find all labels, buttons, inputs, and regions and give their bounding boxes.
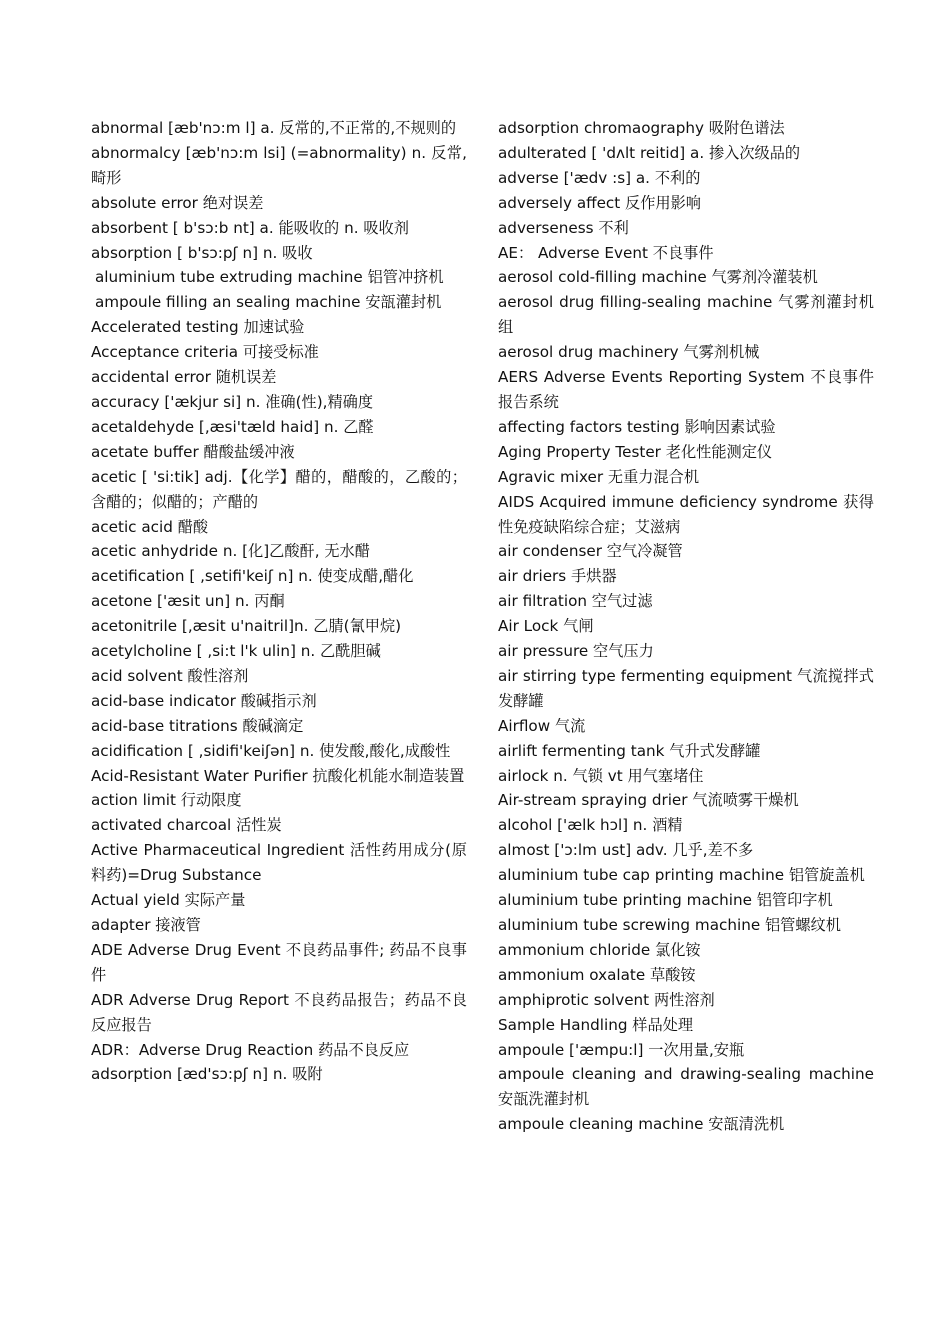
glossary-right-column [498, 116, 874, 1137]
glossary-entry: aerosol drug machinery 气雾剂机械 [498, 343, 760, 362]
glossary-entry: ADR：Adverse Drug Reaction 药品不良反应 [91, 1040, 410, 1059]
glossary-entry: Agravic mixer 无重力混合机 [498, 467, 700, 486]
glossary-entry: AIDS Acquired immune deficiency syndrome 获得性免疫缺陷综合症；艾滋病 [498, 492, 874, 536]
glossary-entry: Acceptance criteria 可接受标准 [91, 343, 319, 362]
glossary-entry: adsorption [æd'sɔ:pʃ n] n. 吸附 [91, 1065, 323, 1084]
glossary-entry: affecting factors testing 影响因素试验 [498, 417, 776, 436]
glossary-entry: ADR Adverse Drug Report 不良药品报告；药品不良反应报告 [91, 990, 467, 1034]
glossary-entry: ampoule ['æmpu:l] 一次用量,安瓶 [498, 1040, 745, 1059]
glossary-entry: adapter 接液管 [91, 916, 201, 934]
glossary-entry: aluminium tube printing machine 铝管印字机 [498, 891, 833, 910]
glossary-entry: AE： Adverse Event 不良事件 [498, 243, 714, 262]
glossary-entry: ADE Adverse Drug Event 不良药品事件; 药品不良事件 [91, 940, 467, 984]
glossary-entry: aerosol drug filling-sealing machine 气雾剂灌封机组 [498, 293, 874, 337]
glossary-entry: acid-base titrations 酸碱滴定 [91, 716, 304, 735]
glossary-entry: ammonium oxalate 草酸铵 [498, 965, 696, 984]
glossary-entry: action limit 行动限度 [91, 791, 242, 810]
glossary-entry: acetylcholine [ ,si:t l'k ulin] n. 乙酰胆碱 [91, 642, 381, 661]
glossary-entry: Actual yield 实际产量 [91, 891, 246, 910]
glossary-entry: aerosol cold-filling machine 气雾剂冷灌装机 [498, 268, 818, 287]
glossary-entry: adulterated [ 'dʌlt reitid] a. 掺入次级品的 [498, 143, 801, 162]
glossary-entry: ammonium chloride 氯化铵 [498, 940, 701, 959]
glossary-entry: accuracy ['ækjur si] n. 准确(性),精确度 [91, 392, 374, 411]
glossary-entry: abnormal [æb'nɔ:m l] a. 反常的,不正常的,不规则的 [91, 119, 457, 137]
glossary-entry: Air-stream spraying drier 气流喷雾干燥机 [498, 791, 799, 810]
glossary-entry: absorbent [ b'sɔ:b nt] a. 能吸收的 n. 吸收剂 [91, 218, 409, 237]
glossary-entry: acetonitrile [,æsit u'naitril]n. 乙腈(氰甲烷) [91, 617, 402, 636]
glossary-entry: Accelerated testing 加速试验 [91, 318, 305, 337]
glossary-entry: Active Pharmaceutical Ingredient 活性药用成分(原料药)=Drug Substance [91, 841, 467, 885]
glossary-entry: air pressure 空气压力 [498, 642, 654, 661]
glossary-entry: air driers 手烘器 [498, 567, 617, 586]
glossary-entry: almost ['ɔ:lm ust] adv. 几乎,差不多 [498, 841, 754, 860]
glossary-entry: air stirring type fermenting equipment 气流搅拌式发酵罐 [498, 666, 874, 710]
glossary-entry: acetone ['æsit un] n. 丙酮 [91, 592, 285, 611]
glossary-entry: airlock n. 气锁 vt 用气塞堵住 [498, 766, 704, 785]
glossary-entry: acidification [ ,sidifi'keiʃən] n. 使发酸,酸化,成酸性 [91, 741, 451, 760]
glossary-entry: acid solvent 酸性溶剂 [91, 666, 249, 685]
glossary-entry: Airflow 气流 [498, 716, 586, 735]
glossary-entry: airlift fermenting tank 气升式发酵罐 [498, 741, 761, 760]
glossary-entry: AERS Adverse Events Reporting System 不良事件报告系统 [498, 368, 874, 411]
glossary-entry: amphiprotic solvent 两性溶剂 [498, 990, 715, 1009]
glossary-entry: absorption [ b'sɔ:pʃ n] n. 吸收 [91, 243, 313, 262]
glossary-entry: activated charcoal 活性炭 [91, 816, 282, 835]
glossary-entry: Aging Property Tester 老化性能测定仪 [498, 442, 773, 461]
glossary-entry: adsorption chromaography 吸附色谱法 [498, 119, 785, 137]
glossary-entry: ampoule filling an sealing machine 安瓿灌封机 [95, 293, 442, 312]
glossary-entry: acetic anhydride n. [化]乙酸酐, 无水醋 [91, 542, 370, 561]
glossary-entry: abnormalcy [æb'nɔ:m lsi] (=abnormality) n. 反常, 畸形 [91, 143, 467, 187]
glossary-left-column [91, 116, 467, 1087]
glossary-entry: acetic acid 醋酸 [91, 517, 209, 536]
glossary-entry: Air Lock 气闸 [498, 617, 594, 636]
glossary-entry: Acid-Resistant Water Purifier 抗酸化机能水制造装置 [91, 766, 465, 785]
glossary-entry: Sample Handling 样品处理 [498, 1015, 694, 1034]
glossary-entry: adversely affect 反作用影响 [498, 193, 701, 212]
glossary-entry: acetaldehyde [,æsi'tæld haid] n. 乙醛 [91, 417, 374, 436]
glossary-entry: ampoule cleaning and drawing-sealing machine 安瓿洗灌封机 [498, 1065, 874, 1109]
glossary-entry: aluminium tube screwing machine 铝管螺纹机 [498, 916, 841, 934]
glossary-entry: adverseness 不利 [498, 218, 629, 237]
glossary-entry: air condenser 空气冷凝管 [498, 542, 683, 561]
glossary-entry: air filtration 空气过滤 [498, 592, 653, 611]
glossary-entry: acetic [ 'si:tik] adj.【化学】醋的，醋酸的，乙酸的；含醋的；似醋的；产醋的 [91, 467, 467, 511]
glossary-entry: alcohol ['ælk hɔl] n. 酒精 [498, 816, 683, 835]
glossary-entry: accidental error 随机误差 [91, 368, 277, 387]
glossary-entry: acetate buffer 醋酸盐缓冲液 [91, 442, 295, 461]
glossary-entry: acetification [ ,setifi'keiʃ n] n. 使变成醋,醋化 [91, 567, 414, 586]
glossary-entry: absolute error 绝对误差 [91, 193, 264, 212]
glossary-entry: acid-base indicator 酸碱指示剂 [91, 691, 317, 710]
glossary-entry: ampoule cleaning machine 安瓿清洗机 [498, 1115, 785, 1134]
glossary-entry: aluminium tube cap printing machine 铝管旋盖机 [498, 866, 865, 885]
glossary-entry: aluminium tube extruding machine 铝管冲挤机 [95, 268, 444, 287]
glossary-entry: adverse ['ædv :s] a. 不利的 [498, 168, 701, 187]
